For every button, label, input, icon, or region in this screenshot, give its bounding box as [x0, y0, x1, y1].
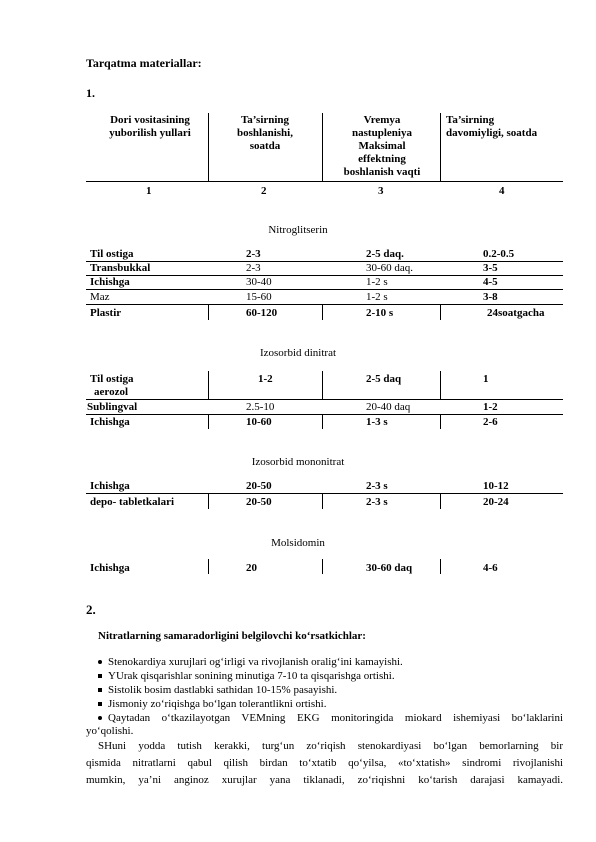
cell-route: Ichishga	[90, 416, 130, 428]
cell-peak: 2-5 daq.	[366, 248, 404, 260]
paragraph-line: qismida nitratlarni qabul qilish birdan to‘xtatib qo‘yilsa, «to‘xtatish» sindromi rivojlanishi	[86, 757, 563, 769]
cell-onset: 2-3	[246, 262, 261, 274]
column-number: 3	[378, 185, 384, 197]
group-title-nitroglitserin: Nitroglitserin	[268, 224, 328, 236]
column-divider	[440, 414, 441, 429]
cell-onset: 2.5-10	[246, 401, 275, 413]
header-text: davomiyligi, soatda	[446, 127, 538, 139]
group-title-izosorbid-mononitrat: Izosorbid mononitrat	[251, 456, 345, 468]
section-1-number: 1.	[86, 86, 95, 100]
header-text: Dori vositasining	[110, 114, 190, 126]
cell-route: Til ostiga	[90, 248, 134, 260]
cell-duration: 4-6	[483, 562, 498, 574]
table-rule	[86, 289, 563, 290]
list-item-text: Sistolik bosim dastlabki sathidan 10-15% pasayishi.	[108, 684, 338, 696]
table-rule	[86, 304, 563, 305]
column-number: 4	[499, 185, 505, 197]
cell-peak: 30-60 daq	[366, 562, 413, 574]
table-rule	[86, 493, 563, 494]
bullet-square-icon	[98, 674, 102, 678]
cell-peak: 30-60 daq.	[366, 262, 414, 274]
list-item	[98, 684, 337, 697]
table-rule	[86, 414, 563, 415]
column-divider	[440, 494, 441, 509]
paragraph-line: mumkin, ya’ni anginoz xurujlar yana tiklanadi, zo‘riqishni ko‘tarish darajasi kamayadi.	[86, 774, 563, 786]
cell-route: aerozol	[94, 386, 129, 398]
list-item	[98, 670, 395, 683]
cell-duration: 10-12	[483, 480, 509, 492]
cell-onset: 30-40	[246, 276, 272, 288]
header-text: Vremya	[363, 114, 401, 126]
cell-route: Transbukkal	[90, 262, 151, 274]
column-number: 1	[146, 185, 152, 197]
cell-onset: 10-60	[246, 416, 272, 428]
cell-route: Sublingval	[87, 401, 138, 413]
list-item-text: Stenokardiya xurujlari og‘irligi va rivojlanish oralig‘ini kamayishi.	[108, 656, 403, 668]
column-divider	[208, 559, 209, 574]
column-divider	[322, 113, 323, 181]
header-text: soatda	[249, 140, 281, 152]
column-divider	[208, 305, 209, 320]
cell-onset: 1-2	[258, 373, 273, 385]
column-divider	[208, 414, 209, 429]
cell-peak: 2-3 s	[366, 480, 388, 492]
cell-route: Maz	[90, 291, 110, 303]
table-rule	[86, 181, 563, 182]
bullet-dot-icon	[98, 660, 102, 664]
group-title-molsidomin: Molsidomin	[271, 537, 325, 549]
column-number: 2	[261, 185, 267, 197]
handout-title: Tarqatma materiallar:	[86, 56, 202, 70]
cell-route: Plastir	[90, 307, 122, 319]
header-text: yuborilish yullari	[109, 127, 191, 139]
cell-onset: 15-60	[246, 291, 272, 303]
column-divider	[440, 113, 441, 181]
header-col-onset	[215, 114, 315, 153]
cell-peak: 1-2 s	[366, 291, 388, 303]
paragraph-line: SHuni yodda tutish kerakki, turg‘un zo‘riqish stenokardiyasi bo‘lgan bemorlarning bir	[98, 740, 563, 752]
cell-peak: 1-3 s	[366, 416, 388, 428]
cell-onset: 20-50	[246, 496, 272, 508]
column-divider	[440, 371, 441, 399]
list-item-text: Jismoniy zo‘riqishga bo‘lgan tolerantlikni ortishi.	[108, 698, 327, 710]
cell-peak: 2-5 daq	[366, 373, 402, 385]
list-item	[98, 656, 403, 669]
bullet-square-icon	[98, 702, 102, 706]
column-divider	[440, 305, 441, 320]
cell-onset: 60-120	[246, 307, 278, 319]
cell-onset: 2-3	[246, 248, 261, 260]
cell-route: Ichishga	[90, 276, 130, 288]
column-divider	[208, 494, 209, 509]
header-text: Maksimal	[358, 140, 406, 152]
cell-duration: 4-5	[483, 276, 498, 288]
column-divider	[208, 371, 209, 399]
header-text: boshlanishi,	[237, 127, 293, 139]
list-item	[98, 698, 326, 711]
cell-peak: 2-3 s	[366, 496, 388, 508]
header-text: Ta’sirning	[446, 114, 495, 126]
header-text: effektning	[358, 153, 406, 165]
cell-duration: 20-24	[483, 496, 509, 508]
section-2-number: 2.	[86, 602, 96, 617]
list-item-text: YUrak qisqarishlar sonining minutiga 7-10 ta qisqarishga ortishi.	[108, 670, 395, 682]
cell-duration: 3-8	[483, 291, 498, 303]
column-divider	[322, 559, 323, 574]
cell-duration: 1-2	[483, 401, 498, 413]
bullet-square-icon	[98, 688, 102, 692]
cell-route: Ichishga	[90, 480, 130, 492]
bullet-dot-icon	[98, 716, 102, 720]
cell-duration: 1	[483, 373, 489, 385]
group-title-izosorbid-dinitrat: Izosorbid dinitrat	[259, 347, 337, 359]
header-text: nastupleniya	[352, 127, 412, 139]
cell-peak: 20-40 daq	[366, 401, 411, 413]
list-item-text: Qaytadan o‘tkazilayotgan VEMning EKG monitoringida miokard ishemiyasi bo‘laklarini	[108, 712, 563, 724]
column-divider	[322, 305, 323, 320]
column-divider	[322, 494, 323, 509]
cell-duration: 24soatgacha	[487, 307, 545, 319]
column-divider	[440, 559, 441, 574]
cell-duration: 0.2-0.5	[483, 248, 515, 260]
table-rule	[86, 399, 563, 400]
header-col-route	[95, 114, 205, 140]
cell-route: depo- tabletkalari	[90, 496, 175, 508]
cell-duration: 3-5	[483, 262, 498, 274]
column-divider	[322, 371, 323, 399]
cell-duration: 2-6	[483, 416, 498, 428]
header-col-duration	[446, 114, 564, 140]
cell-peak: 2-10 s	[366, 307, 394, 319]
header-text: Ta’sirning	[240, 114, 290, 126]
header-col-peak	[327, 114, 437, 179]
cell-peak: 1-2 s	[366, 276, 388, 288]
cell-onset: 20-50	[246, 480, 272, 492]
cell-onset: 20	[246, 562, 257, 574]
column-divider	[208, 113, 209, 181]
list-item-continuation: yo‘qolishi.	[86, 725, 134, 737]
cell-route: Til ostiga	[90, 373, 134, 385]
list-item	[98, 712, 563, 725]
cell-route: Ichishga	[90, 562, 130, 574]
header-text: boshlanish vaqti	[343, 166, 421, 178]
section-2-title: Nitratlarning samaradorligini belgilovchi ko‘rsatkichlar:	[98, 630, 366, 642]
column-divider	[322, 414, 323, 429]
